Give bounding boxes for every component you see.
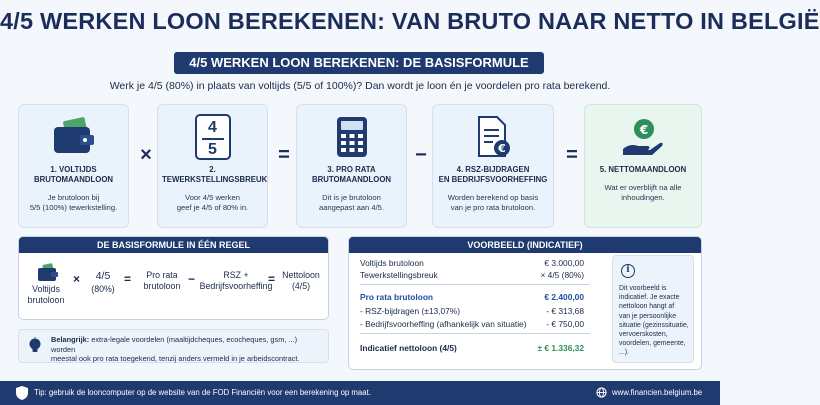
formula-term-net (278, 270, 324, 292)
step-description: Je brutoloon bij (47, 193, 100, 202)
example-panel-header: VOORBEELD (INDICATIEF) (349, 237, 701, 253)
footer-bar (0, 381, 720, 405)
row-label: - RSZ-bijdragen (±13,07%) (360, 306, 461, 316)
formula-term-line: brutoloon (27, 295, 65, 305)
row-value: × 4/5 (80%) (540, 270, 584, 280)
row-value: € 3.000,00 (544, 258, 584, 268)
step-description: van je pro rata brutoloon. (450, 203, 536, 212)
lightbulb-icon (26, 337, 44, 355)
step-title: BRUTOMAANDLOON (311, 175, 392, 184)
step-card-pro-rata (296, 104, 407, 228)
formula-term-line: brutoloon (143, 281, 181, 291)
formula-operator-multiply: × (73, 272, 81, 286)
formula-term-line: (80%) (91, 284, 115, 294)
step-title: 3. PRO RATA (327, 165, 376, 174)
row-label: Tewerkstellingsbreuk (360, 270, 438, 280)
info-line: voordelen, gemeente, (619, 340, 686, 348)
row-value: - € 750,00 (546, 319, 584, 329)
important-note (18, 329, 329, 363)
note-line (51, 335, 322, 354)
operator-minus: − (415, 144, 427, 166)
fraction-numerator: 4 (208, 119, 217, 136)
info-line: ...). (619, 349, 629, 357)
step-title: 5. NETTOMAANDLOON (599, 165, 687, 174)
info-line: indicatief. Je exacte (619, 294, 680, 302)
formula-term-line: RSZ + (223, 270, 249, 280)
formula-term-line: Pro rata (146, 270, 178, 280)
row-value: € 2.400,00 (544, 292, 584, 302)
operator-multiply: × (140, 144, 152, 166)
step-card-employment-fraction (157, 104, 268, 228)
step-description: Worden berekend op basis (447, 193, 539, 202)
row-divider (360, 284, 590, 285)
section-subtitle: 4/5 WERKEN LOON BEREKENEN: DE BASISFORMULE (174, 52, 544, 74)
operator-equals: = (566, 144, 578, 166)
info-box (612, 255, 694, 363)
svg-text:€: € (639, 123, 649, 137)
formula-term-line: (4/5) (291, 281, 311, 291)
note-bold: Belangrijk: (51, 335, 90, 344)
step-card-net-salary (584, 104, 702, 228)
formula-term-line: Bedrijfsvoorheffing (199, 281, 273, 291)
formula-operator-equals: = (268, 272, 276, 286)
formula-operator-minus: − (188, 272, 196, 286)
shield-icon (16, 386, 28, 400)
info-line: nettoloon hangt af (619, 303, 675, 311)
footer-tip: Tip: gebruik de looncomputer op de website van de FOD Financiën voor een berekening op maat. (34, 388, 371, 397)
row-divider (360, 333, 590, 334)
step-description: 5/5 (100%) tewerkstelling. (29, 203, 118, 212)
step-description: geef je 4/5 of 80% in. (176, 203, 249, 212)
globe-icon (596, 387, 607, 398)
info-line: van je persoonlijke (619, 312, 677, 320)
row-label: Pro rata brutoloon (360, 292, 434, 302)
info-line: Dit voorbeeld is (619, 285, 667, 292)
step-title: 1. VOLTIJDS (50, 165, 97, 174)
wallet-icon (37, 264, 59, 282)
formula-term-line: Voltijds (32, 284, 60, 294)
step-description: inhoudingen. (621, 193, 665, 202)
row-value: - € 313,68 (546, 306, 584, 316)
wallet-icon (50, 117, 98, 157)
info-icon: i (621, 264, 635, 278)
formula-term-gross (22, 284, 70, 306)
formula-panel-header: DE BASISFORMULE IN ÉÉN REGEL (19, 237, 328, 253)
step-description: Wat er overblijft na alle (604, 183, 682, 192)
page-title: 4/5 WERKEN LOON BEREKENEN: VAN BRUTO NAAR NETTO IN BELGIË (0, 8, 820, 34)
formula-operator-equals: = (124, 272, 132, 286)
hand-euro-icon (620, 115, 666, 159)
step-title: BRUTOMAANDLOON (33, 175, 114, 184)
note-text: extra-legale voordelen (maaltijdcheques, ecocheques, gsm, ...) worden (51, 335, 298, 354)
calculator-icon (335, 115, 369, 159)
step-title: 2. TEWERKSTELLINGSBREUK (162, 165, 268, 184)
step-card-gross-salary (18, 104, 129, 228)
operator-equals: = (278, 144, 290, 166)
svg-text:€: € (498, 142, 506, 155)
fraction-icon (195, 114, 231, 160)
step-description: aangepast aan 4/5. (318, 203, 385, 212)
intro-text: Werk je 4/5 (80%) in plaats van voltijds (5/5 of 100%)? Dan wordt je loon én je voordelen pro rata berekend. (109, 80, 611, 92)
formula-term-deductions (196, 270, 276, 292)
row-label: Indicatief nettoloon (4/5) (360, 343, 457, 353)
formula-term-fraction (86, 270, 120, 296)
info-text (619, 284, 693, 358)
footer-link[interactable]: www.financien.belgium.be (612, 388, 703, 397)
info-line: situatie (gezinssituatie, (619, 321, 689, 329)
step-card-contributions (432, 104, 554, 228)
step-description: Dit is je brutoloon (322, 193, 381, 202)
formula-term-line: Nettoloon (282, 270, 320, 280)
step-title: 4. RSZ-BIJDRAGEN (456, 165, 530, 174)
step-description: Voor 4/5 werken (185, 193, 240, 202)
row-value: ± € 1.336,32 (537, 343, 584, 353)
document-euro-icon (473, 114, 513, 160)
note-text: meestal ook pro rata toegekend, tenzij anders vermeld in je arbeidscontract. (51, 354, 300, 363)
formula-term-pro-rata (139, 270, 185, 292)
step-title: EN BEDRIJFSVOORHEFFING (438, 175, 548, 184)
row-label: Voltijds brutoloon (360, 258, 424, 268)
row-label: - Bedrijfsvoorheffing (afhankelijk van situatie) (360, 319, 527, 329)
info-line: vervoerskosten, (619, 331, 668, 339)
fraction-denominator: 5 (208, 141, 217, 158)
formula-term-line: 4/5 (95, 270, 111, 282)
